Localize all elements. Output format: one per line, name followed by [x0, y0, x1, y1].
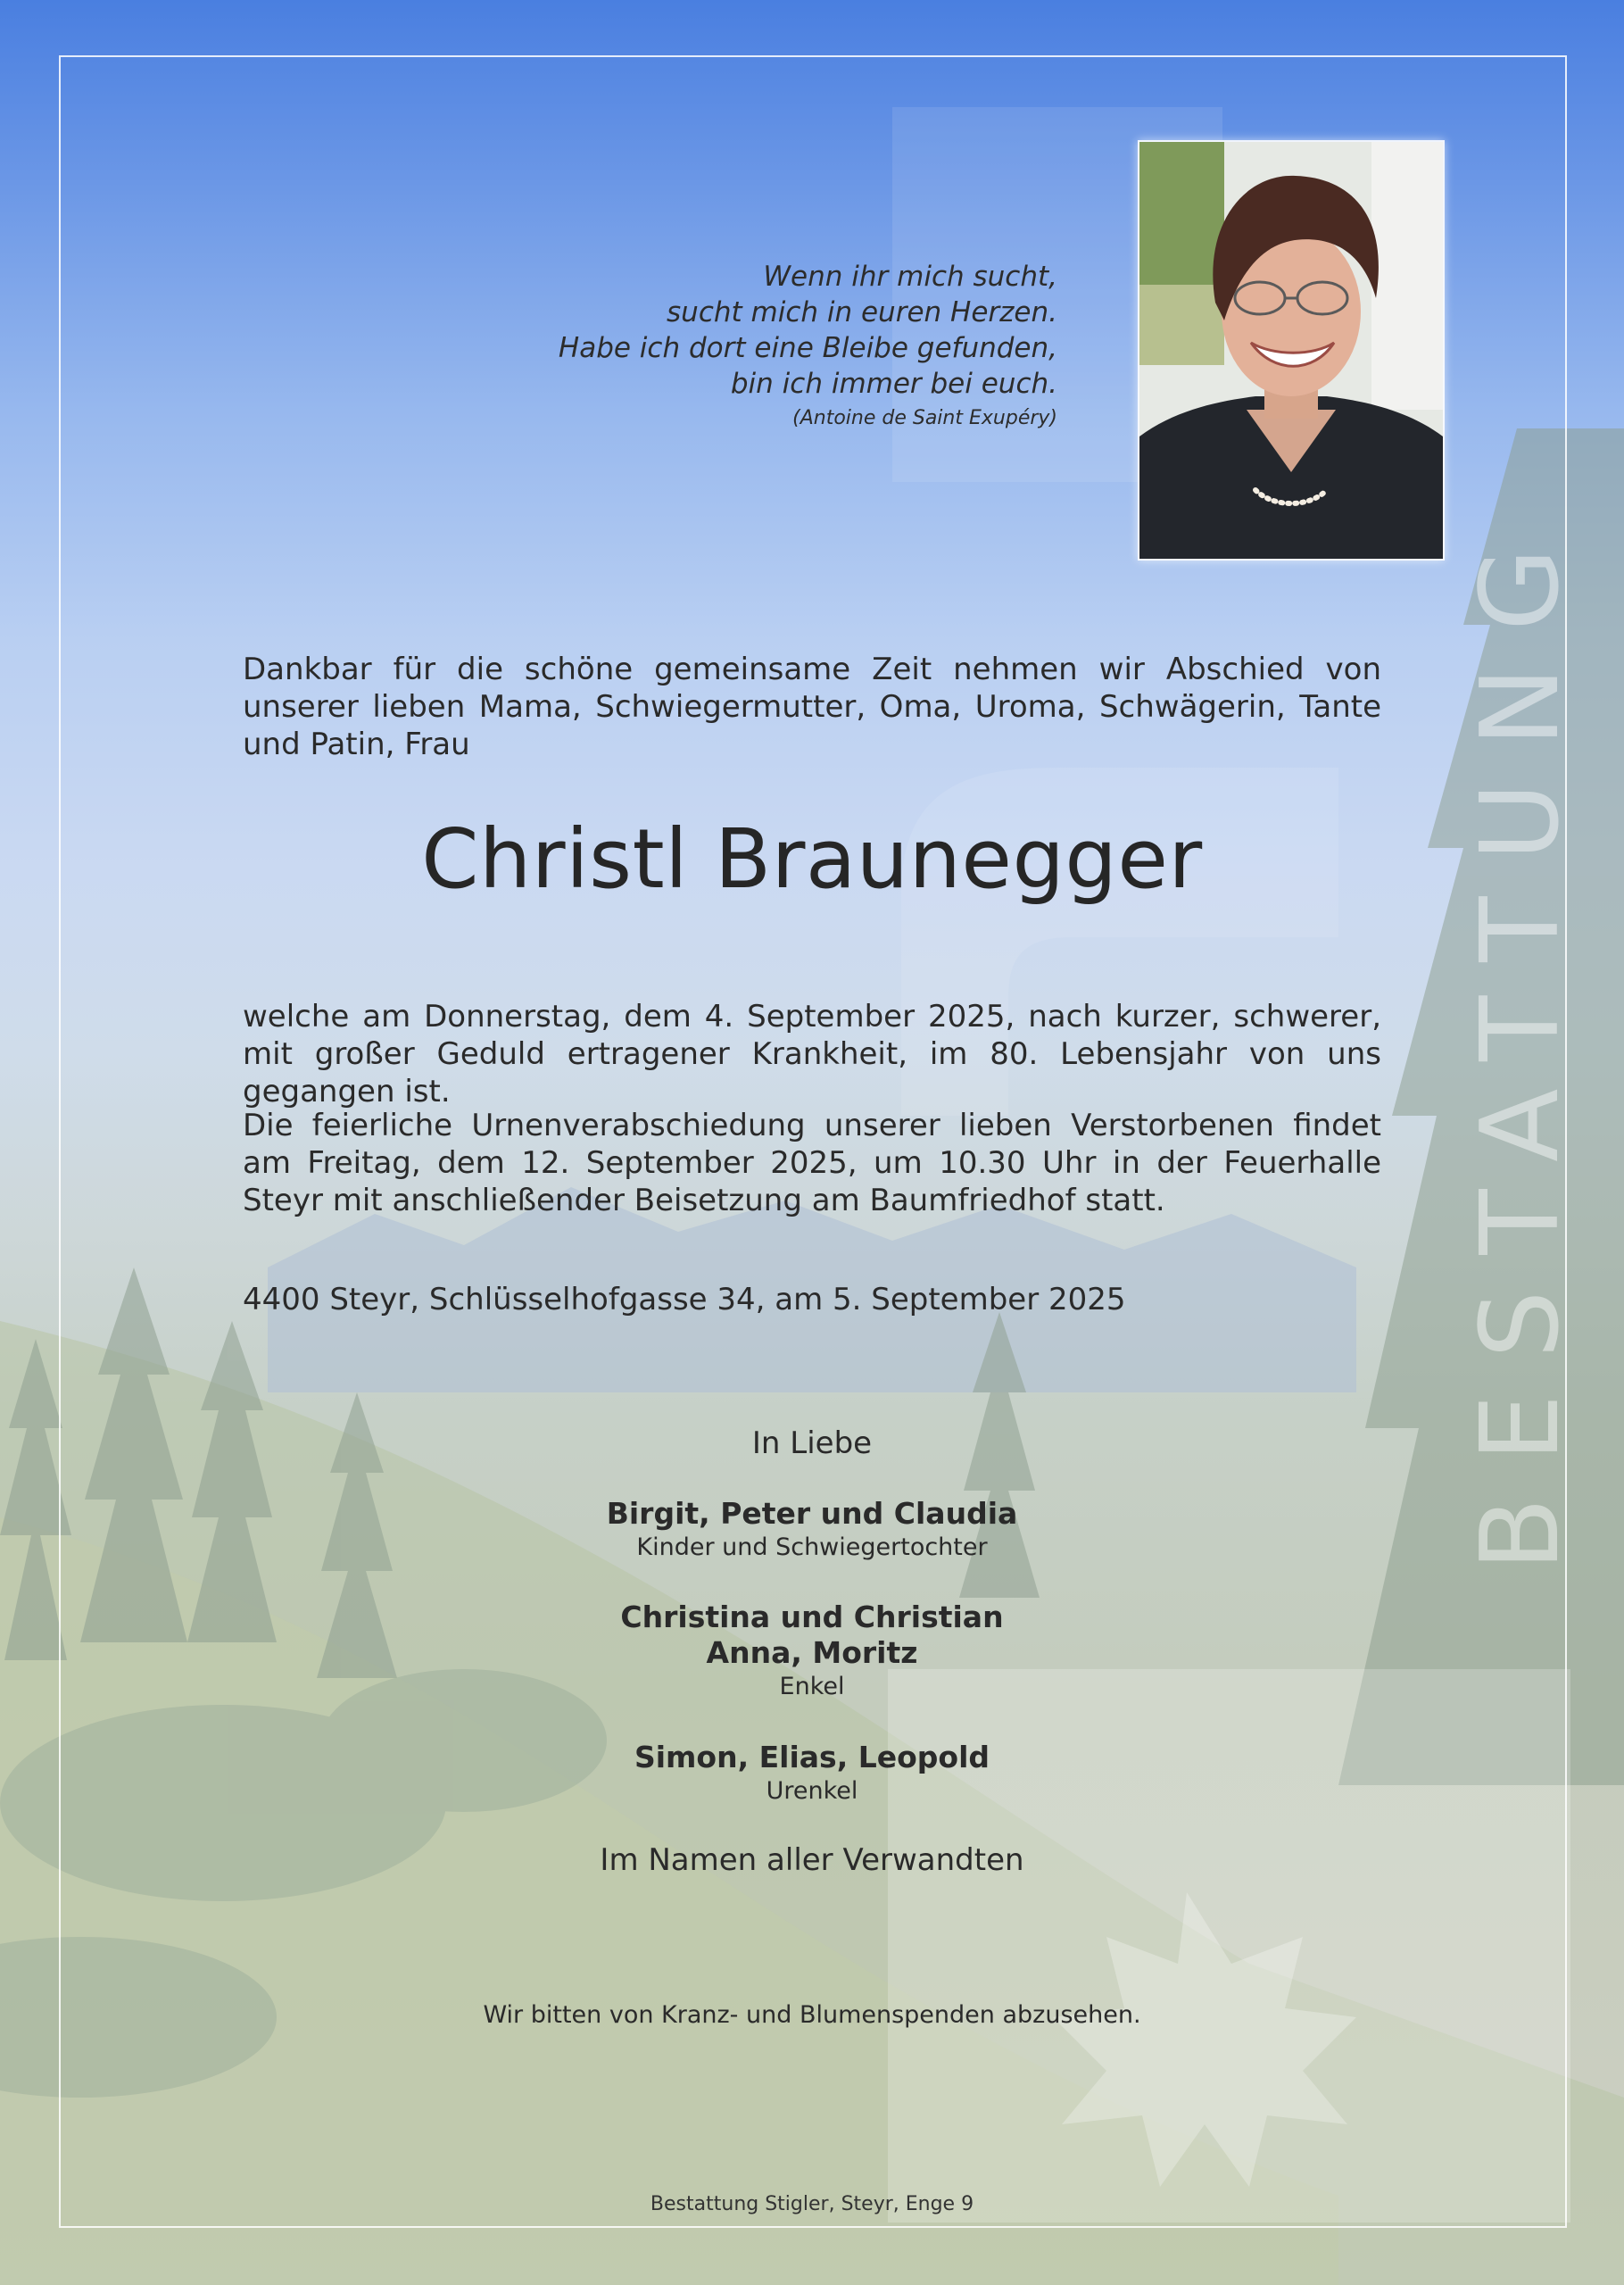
- mourner-group: [0, 1600, 1624, 1703]
- place-date: 4400 Steyr, Schlüsselhofgasse 34, am 5. September 2025: [243, 1282, 1126, 1317]
- in-love-label: In Liebe: [751, 1425, 873, 1461]
- quote-line: Habe ich dort eine Bleibe gefunden,: [558, 332, 1057, 364]
- mourner-relation: Enkel: [779, 1673, 845, 1700]
- mourner-group: [0, 1740, 1624, 1807]
- mourner-relation: Urenkel: [766, 1777, 858, 1805]
- svg-text:BESTATTUNG: BESTATTUNG: [1459, 511, 1583, 1571]
- intro-text: Dankbar für die schöne gemeinsame Zeit nehmen wir Abschied von unserer lieben Mama, Schwiegermutter, Oma, Uroma, Schwägerin, Tante und Patin, Frau: [243, 652, 1381, 762]
- relatives-text: Im Namen aller Verwandten: [600, 1842, 1024, 1878]
- mourner-names: Simon, Elias, Leopold: [634, 1740, 990, 1774]
- funeral-home-footer: Bestattung Stigler, Steyr, Enge 9: [650, 2193, 974, 2215]
- mourner-names: Birgit, Peter und Claudia: [606, 1496, 1018, 1531]
- memorial-quote: [433, 259, 1057, 434]
- mourner-names: Anna, Moritz: [706, 1635, 918, 1670]
- death-notice-text: welche am Donnerstag, dem 4. September 2025, nach kurzer, schwerer, mit großer Geduld ertragener Krankheit, im 80. Lebensjahr von uns gegangen ist.: [243, 999, 1381, 1109]
- portrait-photo: [1138, 140, 1445, 561]
- mourner-relation: Kinder und Schwiegertochter: [636, 1533, 988, 1561]
- quote-line: bin ich immer bei euch.: [730, 368, 1057, 400]
- ceremony-text: Die feierliche Urnenverabschiedung unserer lieben Verstorbenen findet am Freitag, dem 12. September 2025, um 10.30 Uhr in der Feuerhalle Steyr mit anschließender Beisetzung am Baumfriedhof statt.: [243, 1108, 1381, 1218]
- quote-line: sucht mich in euren Herzen.: [667, 296, 1057, 328]
- mourner-group: [0, 1496, 1624, 1564]
- quote-line: Wenn ihr mich sucht,: [763, 261, 1057, 293]
- donation-note: Wir bitten von Kranz- und Blumenspenden abzusehen.: [483, 2001, 1141, 2029]
- deceased-name: Christl Braunegger: [421, 811, 1203, 907]
- quote-author: (Antoine de Saint Exupéry): [792, 407, 1057, 429]
- mourner-names: Christina und Christian: [620, 1600, 1004, 1634]
